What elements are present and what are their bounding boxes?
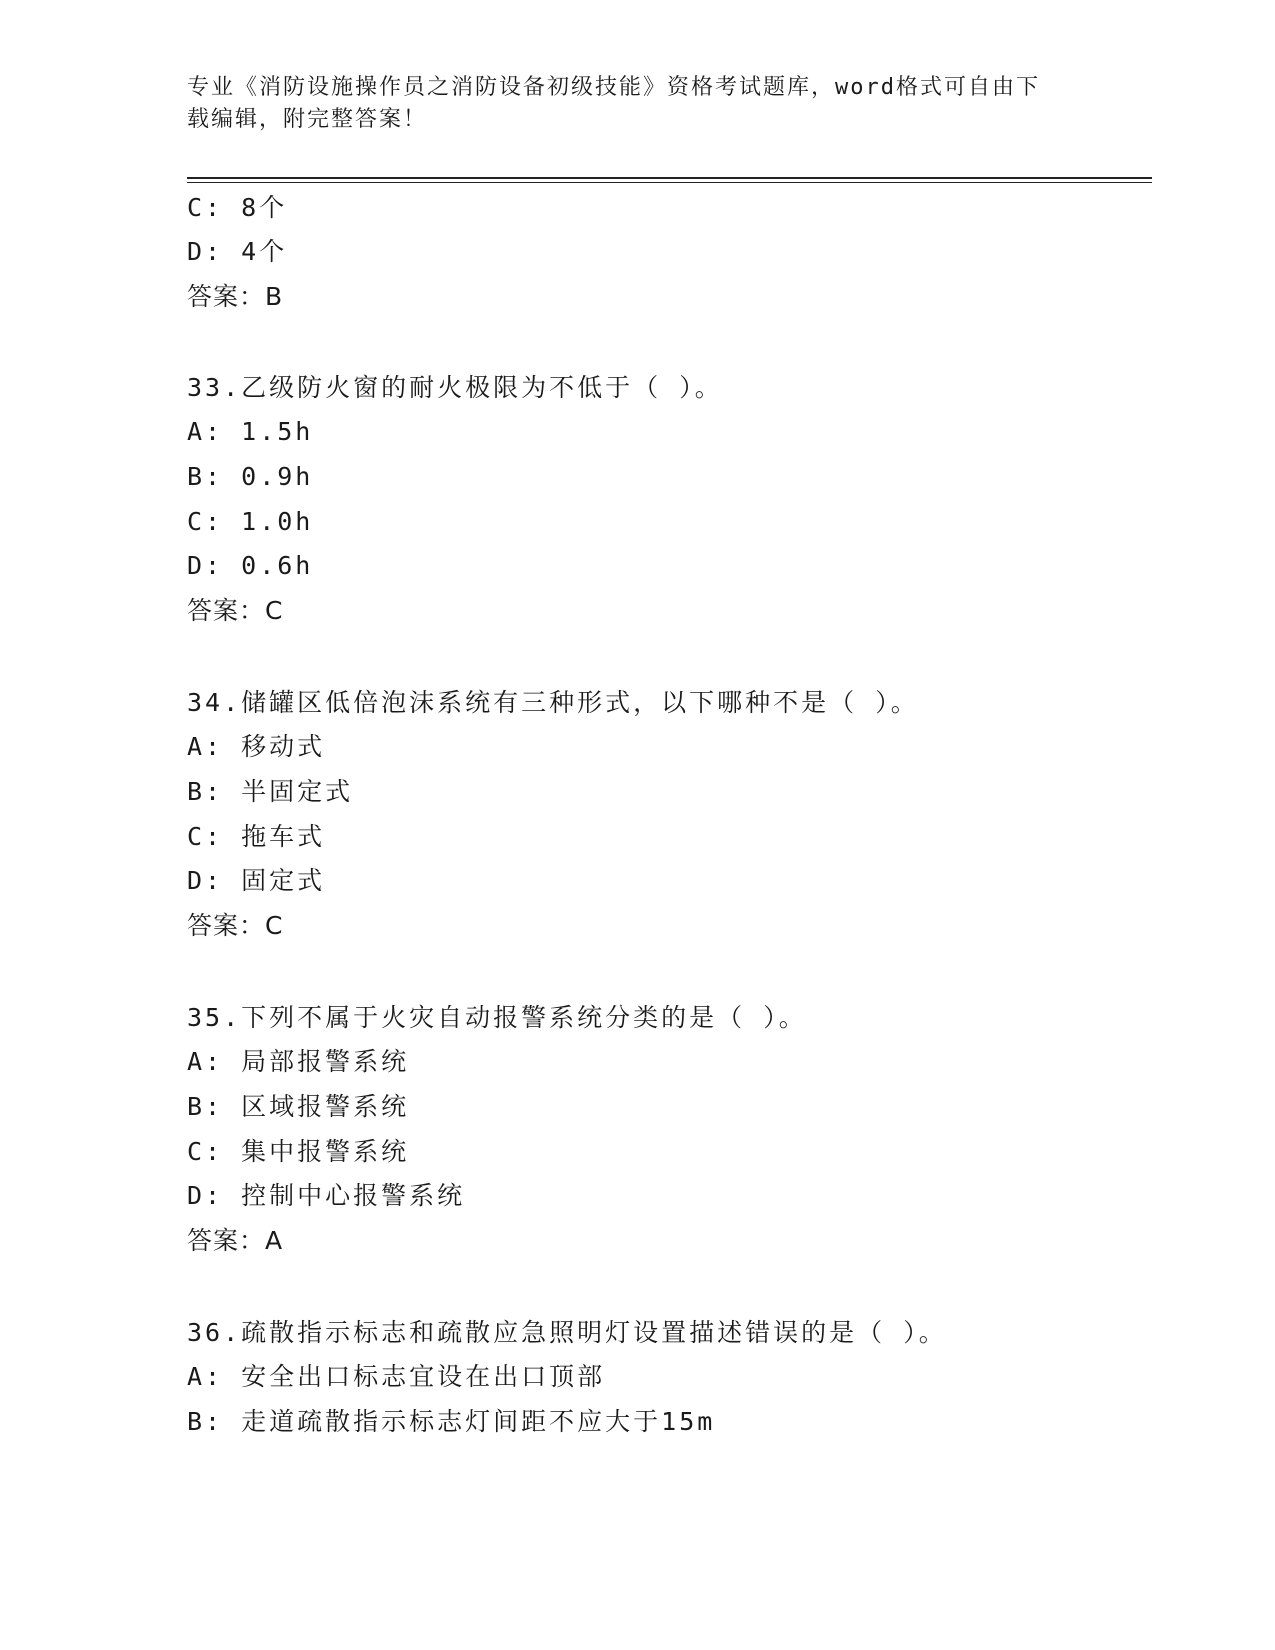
q36-question: 36.疏散指示标志和疏散应急照明灯设置描述错误的是（ ）。 bbox=[187, 1318, 947, 1347]
prev-option-c: C: 8个 bbox=[187, 193, 288, 222]
q34-answer: 答案：C bbox=[187, 911, 284, 940]
q35-option-b: B: 区域报警系统 bbox=[187, 1092, 410, 1121]
q34-option-d: D: 固定式 bbox=[187, 866, 326, 895]
q36-option-a: A: 安全出口标志宜设在出口顶部 bbox=[187, 1362, 606, 1391]
q33-option-b: B: 0.9h bbox=[187, 462, 314, 491]
q35-answer: 答案：A bbox=[187, 1226, 284, 1255]
q36-option-b: B: 走道疏散指示标志灯间距不应大于15m bbox=[187, 1407, 716, 1436]
q33-answer: 答案：C bbox=[187, 596, 284, 625]
q34-option-c: C: 拖车式 bbox=[187, 822, 326, 851]
q35-option-a: A: 局部报警系统 bbox=[187, 1047, 410, 1076]
header-divider-thin bbox=[187, 182, 1152, 183]
q33-question: 33.乙级防火窗的耐火极限为不低于（ ）。 bbox=[187, 373, 723, 402]
header-line-1: 专业《消防设施操作员之消防设备初级技能》资格考试题库，word格式可自由下 bbox=[187, 75, 1040, 100]
document-header bbox=[187, 72, 1087, 136]
q35-question: 35.下列不属于火灾自动报警系统分类的是（ ）。 bbox=[187, 1003, 807, 1032]
q34-option-b: B: 半固定式 bbox=[187, 777, 354, 806]
q34-question: 34.储罐区低倍泡沫系统有三种形式，以下哪种不是（ ）。 bbox=[187, 688, 919, 717]
q35-option-c: C: 集中报警系统 bbox=[187, 1137, 410, 1166]
q33-option-c: C: 1.0h bbox=[187, 507, 314, 536]
header-line-2: 载编辑，附完整答案！ bbox=[187, 107, 428, 132]
header-divider-thick bbox=[187, 177, 1152, 179]
q33-option-d: D: 0.6h bbox=[187, 551, 314, 580]
q35-option-d: D: 控制中心报警系统 bbox=[187, 1181, 466, 1210]
q34-option-a: A: 移动式 bbox=[187, 732, 326, 761]
prev-answer: 答案：B bbox=[187, 282, 284, 311]
prev-option-d: D: 4个 bbox=[187, 237, 288, 266]
q33-option-a: A: 1.5h bbox=[187, 417, 314, 446]
